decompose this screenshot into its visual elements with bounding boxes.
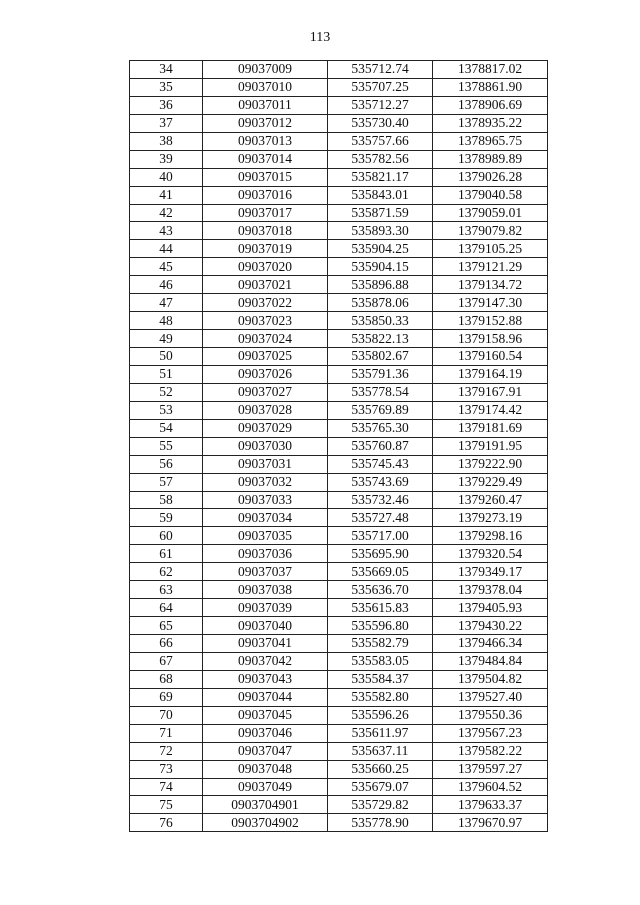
y-coordinate-cell: 1379059.01: [433, 204, 548, 222]
table-row: [130, 150, 548, 168]
row-index-cell: 36: [130, 96, 203, 114]
y-coordinate-cell: 1379152.88: [433, 312, 548, 330]
table-row: [130, 742, 548, 760]
row-index-cell: 51: [130, 365, 203, 383]
y-coordinate-cell: 1379174.42: [433, 401, 548, 419]
point-id-cell: 09037043: [203, 670, 328, 688]
row-index-cell: 68: [130, 670, 203, 688]
point-id-cell: 09037017: [203, 204, 328, 222]
y-coordinate-cell: 1379567.23: [433, 724, 548, 742]
y-coordinate-cell: 1379484.84: [433, 652, 548, 670]
x-coordinate-cell: 535822.13: [328, 330, 433, 348]
x-coordinate-cell: 535611.97: [328, 724, 433, 742]
table-row: [130, 96, 548, 114]
point-id-cell: 0903704902: [203, 814, 328, 832]
x-coordinate-cell: 535582.79: [328, 635, 433, 653]
table-row: [130, 635, 548, 653]
y-coordinate-cell: 1379550.36: [433, 706, 548, 724]
y-coordinate-cell: 1379670.97: [433, 814, 548, 832]
x-coordinate-cell: 535745.43: [328, 455, 433, 473]
x-coordinate-cell: 535712.74: [328, 61, 433, 79]
point-id-cell: 09037040: [203, 617, 328, 635]
y-coordinate-cell: 1378906.69: [433, 96, 548, 114]
point-id-cell: 09037027: [203, 383, 328, 401]
point-id-cell: 0903704901: [203, 796, 328, 814]
row-index-cell: 44: [130, 240, 203, 258]
row-index-cell: 59: [130, 509, 203, 527]
table-row: [130, 545, 548, 563]
point-id-cell: 09037021: [203, 276, 328, 294]
y-coordinate-cell: 1379121.29: [433, 258, 548, 276]
x-coordinate-cell: 535896.88: [328, 276, 433, 294]
page-number: 113: [309, 30, 331, 45]
table-row: [130, 312, 548, 330]
point-id-cell: 09037012: [203, 114, 328, 132]
x-coordinate-cell: 535843.01: [328, 186, 433, 204]
y-coordinate-cell: 1379105.25: [433, 240, 548, 258]
table-row: [130, 222, 548, 240]
y-coordinate-cell: 1378935.22: [433, 114, 548, 132]
coordinates-table-body: [130, 61, 548, 832]
row-index-cell: 73: [130, 760, 203, 778]
table-row: [130, 114, 548, 132]
table-row: [130, 365, 548, 383]
point-id-cell: 09037016: [203, 186, 328, 204]
table-row: [130, 814, 548, 832]
x-coordinate-cell: 535743.69: [328, 473, 433, 491]
point-id-cell: 09037032: [203, 473, 328, 491]
row-index-cell: 42: [130, 204, 203, 222]
row-index-cell: 40: [130, 168, 203, 186]
table-row: [130, 61, 548, 79]
x-coordinate-cell: 535707.25: [328, 78, 433, 96]
y-coordinate-cell: 1378861.90: [433, 78, 548, 96]
point-id-cell: 09037011: [203, 96, 328, 114]
point-id-cell: 09037048: [203, 760, 328, 778]
point-id-cell: 09037036: [203, 545, 328, 563]
table-row: [130, 437, 548, 455]
y-coordinate-cell: 1379181.69: [433, 419, 548, 437]
row-index-cell: 65: [130, 617, 203, 635]
x-coordinate-cell: 535596.26: [328, 706, 433, 724]
table-row: [130, 724, 548, 742]
table-row: [130, 348, 548, 366]
y-coordinate-cell: 1379378.04: [433, 581, 548, 599]
x-coordinate-cell: 535679.07: [328, 778, 433, 796]
y-coordinate-cell: 1379273.19: [433, 509, 548, 527]
y-coordinate-cell: 1379466.34: [433, 635, 548, 653]
coordinates-table: [129, 60, 548, 832]
y-coordinate-cell: 1379164.19: [433, 365, 548, 383]
x-coordinate-cell: 535636.70: [328, 581, 433, 599]
table-row: [130, 527, 548, 545]
y-coordinate-cell: 1378817.02: [433, 61, 548, 79]
table-row: [130, 706, 548, 724]
point-id-cell: 09037028: [203, 401, 328, 419]
y-coordinate-cell: 1379405.93: [433, 599, 548, 617]
x-coordinate-cell: 535727.48: [328, 509, 433, 527]
x-coordinate-cell: 535778.90: [328, 814, 433, 832]
point-id-cell: 09037047: [203, 742, 328, 760]
row-index-cell: 55: [130, 437, 203, 455]
y-coordinate-cell: 1379147.30: [433, 294, 548, 312]
row-index-cell: 76: [130, 814, 203, 832]
y-coordinate-cell: 1379222.90: [433, 455, 548, 473]
row-index-cell: 56: [130, 455, 203, 473]
row-index-cell: 35: [130, 78, 203, 96]
table-row: [130, 491, 548, 509]
row-index-cell: 72: [130, 742, 203, 760]
point-id-cell: 09037045: [203, 706, 328, 724]
row-index-cell: 48: [130, 312, 203, 330]
point-id-cell: 09037025: [203, 348, 328, 366]
x-coordinate-cell: 535712.27: [328, 96, 433, 114]
point-id-cell: 09037022: [203, 294, 328, 312]
x-coordinate-cell: 535904.15: [328, 258, 433, 276]
point-id-cell: 09037013: [203, 132, 328, 150]
row-index-cell: 57: [130, 473, 203, 491]
table-row: [130, 670, 548, 688]
y-coordinate-cell: 1379298.16: [433, 527, 548, 545]
row-index-cell: 58: [130, 491, 203, 509]
x-coordinate-cell: 535717.00: [328, 527, 433, 545]
table-row: [130, 796, 548, 814]
x-coordinate-cell: 535730.40: [328, 114, 433, 132]
row-index-cell: 52: [130, 383, 203, 401]
y-coordinate-cell: 1379229.49: [433, 473, 548, 491]
point-id-cell: 09037031: [203, 455, 328, 473]
table-row: [130, 419, 548, 437]
y-coordinate-cell: 1379079.82: [433, 222, 548, 240]
table-row: [130, 258, 548, 276]
point-id-cell: 09037029: [203, 419, 328, 437]
point-id-cell: 09037024: [203, 330, 328, 348]
table-row: [130, 401, 548, 419]
row-index-cell: 64: [130, 599, 203, 617]
x-coordinate-cell: 535871.59: [328, 204, 433, 222]
y-coordinate-cell: 1379582.22: [433, 742, 548, 760]
y-coordinate-cell: 1379504.82: [433, 670, 548, 688]
y-coordinate-cell: 1379597.27: [433, 760, 548, 778]
table-row: [130, 581, 548, 599]
point-id-cell: 09037044: [203, 688, 328, 706]
y-coordinate-cell: 1378989.89: [433, 150, 548, 168]
x-coordinate-cell: 535732.46: [328, 491, 433, 509]
row-index-cell: 60: [130, 527, 203, 545]
point-id-cell: 09037049: [203, 778, 328, 796]
x-coordinate-cell: 535760.87: [328, 437, 433, 455]
point-id-cell: 09037010: [203, 78, 328, 96]
row-index-cell: 38: [130, 132, 203, 150]
row-index-cell: 37: [130, 114, 203, 132]
point-id-cell: 09037020: [203, 258, 328, 276]
x-coordinate-cell: 535765.30: [328, 419, 433, 437]
y-coordinate-cell: 1379191.95: [433, 437, 548, 455]
y-coordinate-cell: 1379158.96: [433, 330, 548, 348]
table-row: [130, 294, 548, 312]
point-id-cell: 09037037: [203, 563, 328, 581]
row-index-cell: 67: [130, 652, 203, 670]
row-index-cell: 47: [130, 294, 203, 312]
row-index-cell: 34: [130, 61, 203, 79]
x-coordinate-cell: 535791.36: [328, 365, 433, 383]
table-row: [130, 168, 548, 186]
x-coordinate-cell: 535669.05: [328, 563, 433, 581]
table-row: [130, 240, 548, 258]
y-coordinate-cell: 1379040.58: [433, 186, 548, 204]
y-coordinate-cell: 1379260.47: [433, 491, 548, 509]
y-coordinate-cell: 1379320.54: [433, 545, 548, 563]
y-coordinate-cell: 1379633.37: [433, 796, 548, 814]
point-id-cell: 09037034: [203, 509, 328, 527]
table-row: [130, 473, 548, 491]
table-row: [130, 186, 548, 204]
table-row: [130, 563, 548, 581]
point-id-cell: 09037018: [203, 222, 328, 240]
row-index-cell: 74: [130, 778, 203, 796]
x-coordinate-cell: 535637.11: [328, 742, 433, 760]
row-index-cell: 39: [130, 150, 203, 168]
row-index-cell: 46: [130, 276, 203, 294]
x-coordinate-cell: 535802.67: [328, 348, 433, 366]
row-index-cell: 62: [130, 563, 203, 581]
table-row: [130, 652, 548, 670]
x-coordinate-cell: 535583.05: [328, 652, 433, 670]
row-index-cell: 49: [130, 330, 203, 348]
table-row: [130, 509, 548, 527]
point-id-cell: 09037014: [203, 150, 328, 168]
x-coordinate-cell: 535769.89: [328, 401, 433, 419]
table-row: [130, 204, 548, 222]
point-id-cell: 09037039: [203, 599, 328, 617]
table-row: [130, 617, 548, 635]
table-row: [130, 688, 548, 706]
point-id-cell: 09037023: [203, 312, 328, 330]
y-coordinate-cell: 1379527.40: [433, 688, 548, 706]
row-index-cell: 71: [130, 724, 203, 742]
table-row: [130, 455, 548, 473]
row-index-cell: 75: [130, 796, 203, 814]
y-coordinate-cell: 1379134.72: [433, 276, 548, 294]
point-id-cell: 09037046: [203, 724, 328, 742]
x-coordinate-cell: 535596.80: [328, 617, 433, 635]
point-id-cell: 09037035: [203, 527, 328, 545]
row-index-cell: 43: [130, 222, 203, 240]
table-row: [130, 760, 548, 778]
x-coordinate-cell: 535821.17: [328, 168, 433, 186]
table-row: [130, 132, 548, 150]
x-coordinate-cell: 535904.25: [328, 240, 433, 258]
point-id-cell: 09037030: [203, 437, 328, 455]
x-coordinate-cell: 535850.33: [328, 312, 433, 330]
row-index-cell: 70: [130, 706, 203, 724]
table-row: [130, 276, 548, 294]
x-coordinate-cell: 535584.37: [328, 670, 433, 688]
x-coordinate-cell: 535615.83: [328, 599, 433, 617]
point-id-cell: 09037019: [203, 240, 328, 258]
table-row: [130, 330, 548, 348]
point-id-cell: 09037042: [203, 652, 328, 670]
x-coordinate-cell: 535782.56: [328, 150, 433, 168]
point-id-cell: 09037026: [203, 365, 328, 383]
x-coordinate-cell: 535729.82: [328, 796, 433, 814]
point-id-cell: 09037033: [203, 491, 328, 509]
table-row: [130, 778, 548, 796]
y-coordinate-cell: 1379604.52: [433, 778, 548, 796]
x-coordinate-cell: 535878.06: [328, 294, 433, 312]
x-coordinate-cell: 535757.66: [328, 132, 433, 150]
row-index-cell: 53: [130, 401, 203, 419]
y-coordinate-cell: 1379026.28: [433, 168, 548, 186]
table-row: [130, 599, 548, 617]
row-index-cell: 54: [130, 419, 203, 437]
y-coordinate-cell: 1378965.75: [433, 132, 548, 150]
point-id-cell: 09037041: [203, 635, 328, 653]
x-coordinate-cell: 535778.54: [328, 383, 433, 401]
point-id-cell: 09037009: [203, 61, 328, 79]
y-coordinate-cell: 1379430.22: [433, 617, 548, 635]
table-row: [130, 383, 548, 401]
row-index-cell: 66: [130, 635, 203, 653]
x-coordinate-cell: 535660.25: [328, 760, 433, 778]
x-coordinate-cell: 535695.90: [328, 545, 433, 563]
table-row: [130, 78, 548, 96]
y-coordinate-cell: 1379349.17: [433, 563, 548, 581]
y-coordinate-cell: 1379167.91: [433, 383, 548, 401]
row-index-cell: 69: [130, 688, 203, 706]
x-coordinate-cell: 535582.80: [328, 688, 433, 706]
row-index-cell: 41: [130, 186, 203, 204]
row-index-cell: 45: [130, 258, 203, 276]
row-index-cell: 50: [130, 348, 203, 366]
point-id-cell: 09037038: [203, 581, 328, 599]
row-index-cell: 63: [130, 581, 203, 599]
y-coordinate-cell: 1379160.54: [433, 348, 548, 366]
x-coordinate-cell: 535893.30: [328, 222, 433, 240]
point-id-cell: 09037015: [203, 168, 328, 186]
row-index-cell: 61: [130, 545, 203, 563]
